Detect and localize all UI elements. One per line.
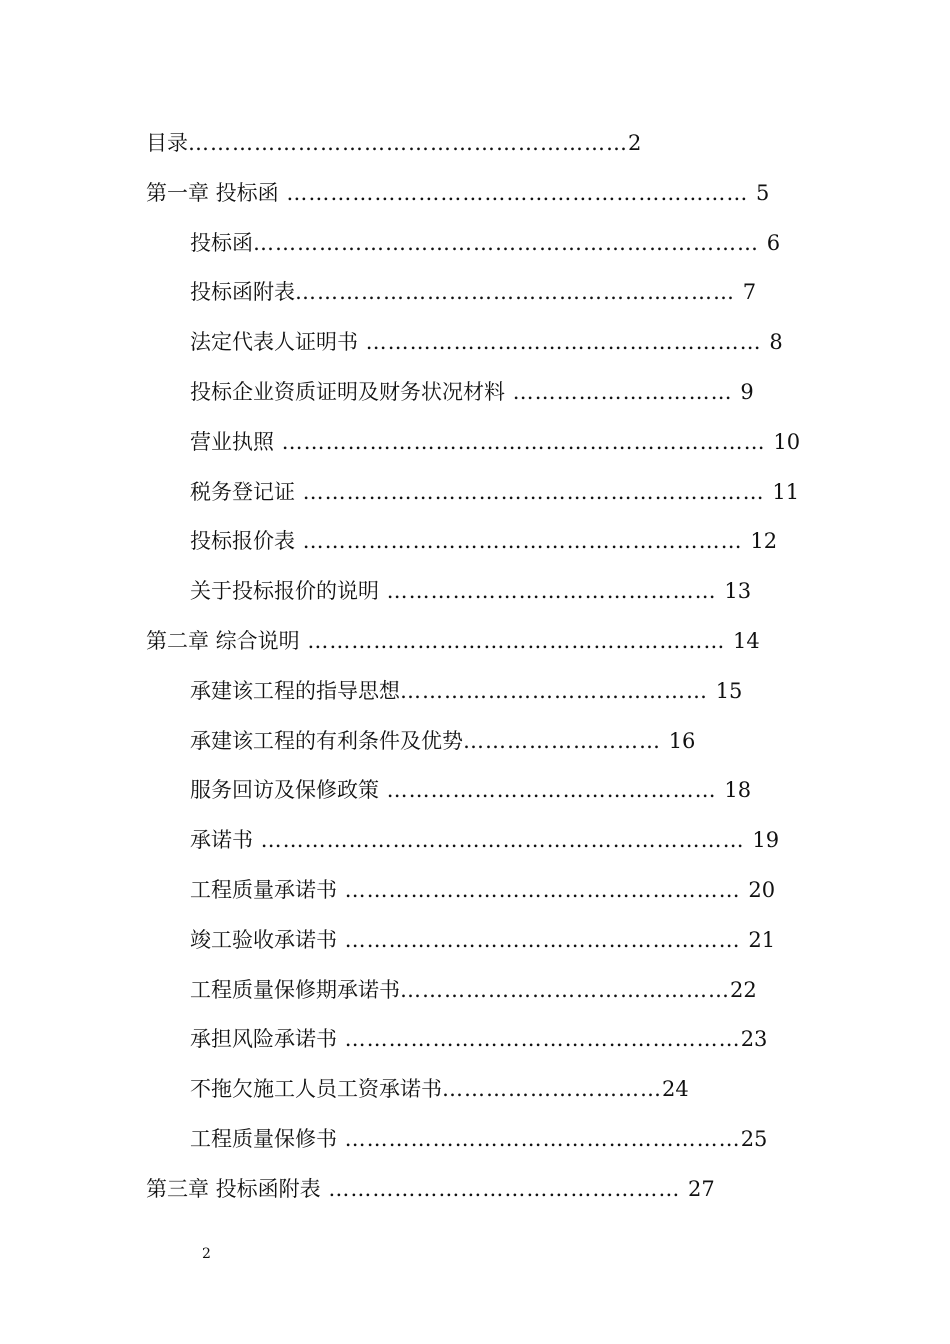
toc-entry-leader: …………………………………………………… [295, 280, 743, 305]
toc-entry-page: 7 [742, 280, 757, 305]
toc-entry-page: 2 [628, 131, 642, 155]
toc-entry [190, 327, 806, 357]
toc-entry [190, 875, 806, 905]
toc-entry-title: 投标函 [190, 230, 253, 255]
toc-entry-title: 工程质量保修期承诺书 [190, 977, 400, 1002]
toc-entry-page: 20 [748, 878, 776, 902]
toc-entry-page: 18 [724, 778, 752, 803]
toc-entry-page: 25 [740, 1127, 768, 1151]
toc-entry-page: 10 [773, 429, 801, 454]
toc-entry [190, 576, 806, 606]
toc-entry [190, 825, 806, 855]
toc-entry-leader: ……………………………………… [379, 579, 725, 604]
toc-entry-leader: ………………………………………… [320, 1176, 689, 1201]
toc-entry-title: 投标函附表 [190, 280, 295, 305]
toc-entry-leader: …………………………………………………… [188, 131, 628, 155]
toc-entry-title: 税务登记证 [190, 479, 295, 504]
toc-entry-title: 第三章 投标函附表 [146, 1176, 321, 1201]
toc-entry [190, 925, 806, 955]
toc-entry-leader: ………………………………………………………… [274, 429, 774, 454]
toc-entry [190, 726, 806, 756]
toc-entry-leader: ……………………………………………………… [278, 180, 757, 205]
toc-entry [146, 626, 806, 656]
toc-entry [190, 526, 806, 556]
toc-entry [190, 477, 806, 507]
toc-entry-leader: ………………………… [505, 380, 741, 404]
page-number: 2 [202, 1246, 211, 1262]
toc-entry-page: 27 [688, 1176, 715, 1201]
toc-entry-leader: ………………………………………………………… [253, 828, 753, 853]
toc-entry [146, 128, 806, 158]
toc-entry-leader: ……………………………………………… [337, 1127, 741, 1151]
toc-entry-title: 第一章 投标函 [146, 180, 279, 205]
toc-entry-page: 23 [740, 1027, 768, 1052]
toc-entry-page: 11 [772, 479, 800, 504]
toc-entry [190, 676, 806, 706]
toc-entry-leader: ……………………… [463, 728, 669, 753]
toc-entry-leader: ………………………………………………… [299, 629, 734, 653]
toc-entry [190, 975, 806, 1005]
toc-entry-title: 关于投标报价的说明 [190, 579, 379, 604]
toc-entry-title: 第二章 综合说明 [146, 629, 300, 653]
toc-entry-leader: ……………………………………… [400, 977, 730, 1002]
toc-entry-title: 承建该工程的指导思想 [190, 678, 400, 703]
toc-entry-title: 承诺书 [190, 828, 253, 853]
toc-entry-page: 19 [752, 828, 780, 853]
toc-entry [190, 277, 806, 307]
toc-entry-leader: ……………………………………………… [337, 1027, 741, 1052]
toc-entry-page: 15 [715, 678, 743, 703]
toc-entry-page: 14 [733, 629, 760, 653]
toc-entry-page: 16 [668, 728, 696, 753]
toc-entry-title: 竣工验收承诺书 [190, 927, 337, 952]
toc-entry [190, 427, 806, 457]
toc-entry-title: 营业执照 [190, 429, 274, 454]
toc-entry [190, 377, 806, 407]
toc-entry-page: 9 [740, 380, 754, 404]
toc-entry-title: 法定代表人证明书 [190, 330, 358, 355]
toc-entry [190, 1024, 806, 1054]
toc-entry-page: 13 [724, 579, 752, 604]
toc-entry-leader: …………………………………………………… [295, 529, 751, 554]
toc-entry-leader: ………………………… [442, 1077, 662, 1102]
toc-entry-page: 6 [766, 230, 781, 255]
toc-entry-leader: ……………………………………………… [337, 927, 749, 952]
toc-entry-page: 21 [748, 927, 776, 952]
toc-entry-title: 承担风险承诺书 [190, 1027, 337, 1052]
toc-entry [190, 228, 806, 258]
toc-entry-page: 8 [769, 330, 783, 355]
toc-entry-page: 24 [662, 1077, 689, 1102]
toc-entry [190, 1074, 806, 1104]
toc-entry-title: 服务回访及保修政策 [190, 778, 379, 803]
toc-entry-title: 不拖欠施工人员工资承诺书 [190, 1077, 442, 1102]
toc-entry-title: 承建该工程的有利条件及优势 [190, 728, 463, 753]
toc-entry-leader: ……………………………………………………… [295, 479, 773, 504]
toc-entry-page: 12 [750, 529, 778, 554]
toc-entry-leader: ……………………………………………… [337, 878, 749, 902]
toc-entry-title: 投标报价表 [190, 529, 295, 554]
toc-entry [146, 178, 806, 208]
toc-entry-leader: ……………………………………………… [358, 330, 770, 355]
toc-entry-leader: …………………………………… [400, 678, 716, 703]
toc-entry-page: 22 [730, 977, 757, 1002]
toc-entry-title: 投标企业资质证明及财务状况材料 [190, 380, 505, 404]
toc-entry [190, 775, 806, 805]
toc-entry-title: 目录 [146, 131, 188, 155]
toc-entry-leader: …………………………………………………………… [253, 230, 767, 255]
toc-entry-title: 工程质量承诺书 [190, 878, 337, 902]
toc-entry [190, 1124, 806, 1154]
toc-entry-leader: ……………………………………… [379, 778, 725, 803]
toc-entry-title: 工程质量保修书 [190, 1127, 337, 1151]
toc-entry-page: 5 [756, 180, 770, 205]
toc-entry [146, 1174, 806, 1204]
